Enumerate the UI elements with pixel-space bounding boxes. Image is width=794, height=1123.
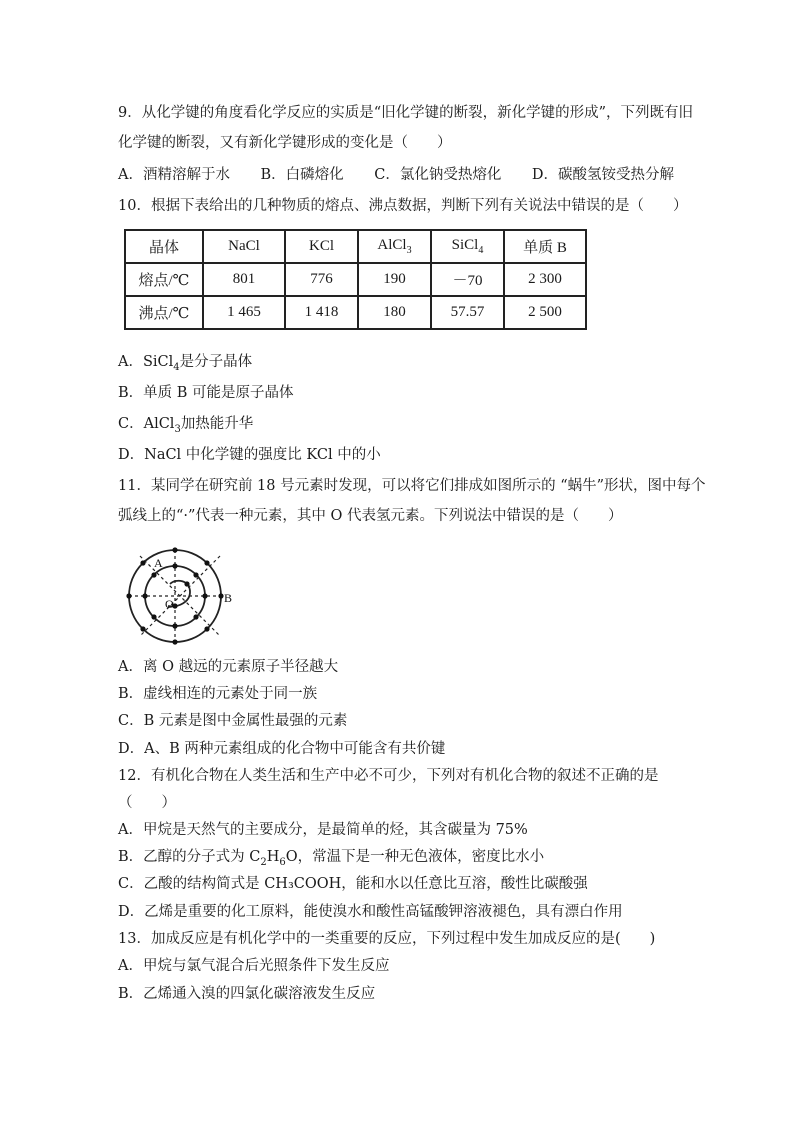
q9-option-c: C．氯化钠受热熔化 (374, 167, 502, 183)
q12-option-a: A．甲烷是天然气的主要成分，是最简单的烃，其含碳量为 75% (118, 822, 528, 838)
label-a: A (154, 556, 163, 570)
element-dot (172, 639, 177, 644)
element-dot (151, 572, 156, 577)
table-cell: 2 300 (504, 263, 586, 296)
q12-option-c: C．乙酸的结构简式是 CH₃COOH，能和水以任意比互溶，酸性比碳酸强 (118, 876, 588, 892)
table-header-cell: SiCl$_4$ (431, 230, 504, 263)
q10-stem: 10．根据下表给出的几种物质的熔点、沸点数据，判断下列有关说法中错误的是（ ） (118, 198, 688, 214)
table-header-cell: NaCl (203, 230, 285, 263)
element-dot (140, 560, 145, 565)
label-o: O (165, 597, 174, 611)
table-cell: －70 (431, 263, 504, 296)
q9-stem-line1: 9．从化学键的角度看化学反应的实质是“旧化学键的断裂，新化学键的形成”，下列既有旧 (118, 105, 694, 121)
q9-stem-line2: 化学键的断裂，又有新化学键形成的变化是（ ） (118, 135, 452, 151)
element-dot (193, 614, 198, 619)
table-cell: 57.57 (431, 296, 504, 329)
element-dot (172, 623, 177, 628)
element-dot (126, 593, 131, 598)
element-dot (193, 572, 198, 577)
element-dot (204, 626, 209, 631)
table-cell: 190 (358, 263, 431, 296)
element-dot (172, 547, 177, 552)
q9-options (118, 165, 674, 185)
q12-stem-line2: （ ） (118, 795, 176, 811)
q9-option-b: B．白磷熔化 (260, 167, 344, 183)
element-dot (140, 626, 145, 631)
table-cell: 1 465 (203, 296, 285, 329)
q13-option-b: B．乙烯通入溴的四氯化碳溶液发生反应 (118, 986, 376, 1002)
q12-option-d: D．乙烯是重要的化工原料，能使溴水和酸性高锰酸钾溶液褪色，具有漂白作用 (118, 904, 623, 920)
table-header-row (125, 230, 586, 263)
q10-option-a: A．SiCl$_4$是分子晶体 (118, 354, 253, 373)
table-cell: 801 (203, 263, 285, 296)
q10-option-d: D．NaCl 中化学键的强度比 KCl 中的小 (118, 447, 381, 463)
element-dot (151, 614, 156, 619)
table-cell: 沸点/℃ (125, 296, 203, 329)
q11-option-b: B．虚线相连的元素处于同一族 (118, 686, 318, 702)
table-cell: 776 (285, 263, 358, 296)
q9-option-a: A．酒精溶解于水 (118, 167, 230, 183)
element-dot (172, 563, 177, 568)
table-cell: 1 418 (285, 296, 358, 329)
element-dot (202, 593, 207, 598)
q10-data-table (124, 229, 587, 330)
table-header-cell: KCl (285, 230, 358, 263)
q13-option-a: A．甲烷与氯气混合后光照条件下发生反应 (118, 958, 390, 974)
label-b: B (224, 591, 233, 605)
table-cell: 熔点/℃ (125, 263, 203, 296)
element-dot (184, 581, 189, 586)
table-header-cell: 单质 B (504, 230, 586, 263)
q11-option-d: D．A、B 两种元素组成的化合物中可能含有共价键 (118, 741, 446, 757)
element-dot (204, 560, 209, 565)
table-cell: 180 (358, 296, 431, 329)
q10-option-b: B．单质 B 可能是原子晶体 (118, 385, 294, 401)
table-header-cell: 晶体 (125, 230, 203, 263)
q12-stem-line1: 12．有机化合物在人类生活和生产中必不可少，下列对有机化合物的叙述不正确的是 (118, 768, 659, 784)
element-dot (218, 593, 223, 598)
q12-option-b: B．乙醇的分子式为 $C_2H_6O$，常温下是一种无色液体，密度比水小 (118, 849, 545, 868)
q10-option-c: C．AlCl$_3$加热能升华 (118, 416, 254, 435)
table-cell: 2 500 (504, 296, 586, 329)
table-row (125, 296, 586, 329)
element-dot (142, 593, 147, 598)
table-row (125, 263, 586, 296)
q11-stem-line2: 弧线上的“·”代表一种元素，其中 O 代表氢元素。下列说法中错误的是（ ） (118, 508, 623, 524)
q11-option-a: A．离 O 越远的元素原子半径越大 (118, 659, 339, 675)
q9-option-d: D．碳酸氢铵受热分解 (531, 167, 674, 183)
snail-periodic-diagram (120, 544, 242, 652)
q11-option-c: C．B 元素是图中金属性最强的元素 (118, 713, 348, 729)
q11-stem-line1: 11．某同学在研究前 18 号元素时发现，可以将它们排成如图所示的 “蜗牛”形状，图中每个 (118, 478, 706, 494)
table-header-cell: AlCl$_3$ (358, 230, 431, 263)
q13-stem: 13．加成反应是有机化学中的一类重要的反应，下列过程中发生加成反应的是( ) (118, 931, 656, 947)
